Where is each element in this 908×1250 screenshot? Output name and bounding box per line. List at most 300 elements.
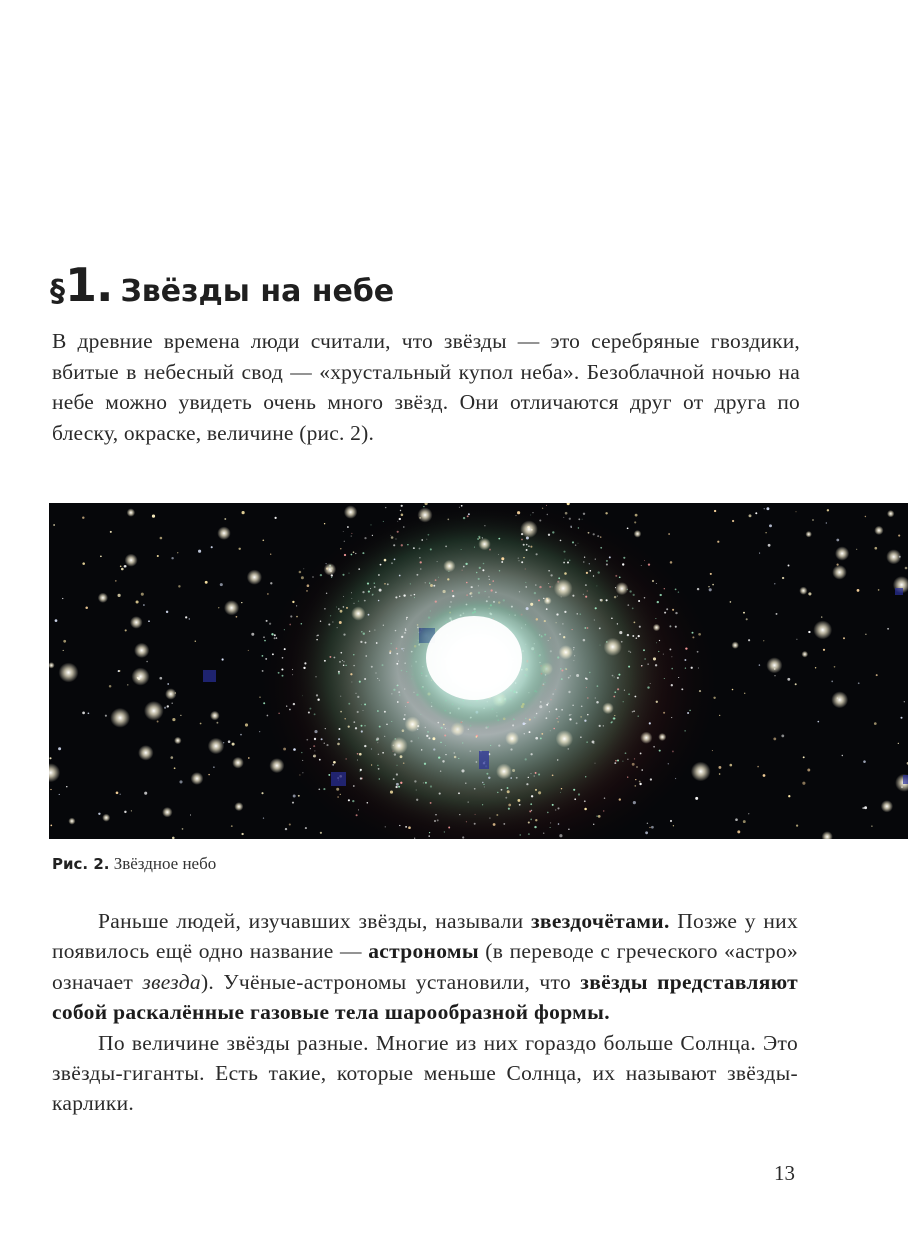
dust-star: [490, 745, 491, 746]
dust-star: [377, 678, 378, 679]
dust-star: [499, 570, 500, 571]
dust-star: [426, 539, 427, 540]
dust-star: [685, 667, 686, 668]
field-star: [402, 729, 405, 732]
dust-star: [531, 810, 532, 811]
dust-star: [314, 713, 316, 715]
dust-star: [374, 630, 375, 631]
dust-star: [342, 574, 344, 576]
dust-star: [619, 576, 621, 578]
dust-star: [361, 704, 362, 705]
dust-star: [471, 586, 473, 588]
field-star: [815, 667, 816, 668]
dust-star: [444, 734, 446, 736]
dust-star: [382, 664, 384, 666]
field-star: [454, 756, 457, 759]
dust-star: [659, 750, 661, 752]
field-star: [636, 766, 637, 767]
field-star: [757, 766, 759, 768]
dust-star: [452, 590, 454, 592]
dust-star: [378, 574, 380, 576]
star-sky-figure: [49, 503, 908, 839]
dust-star: [395, 596, 397, 598]
dust-star: [595, 607, 597, 609]
dust-star: [586, 687, 587, 688]
dust-star: [466, 582, 468, 584]
dust-star: [290, 615, 292, 617]
paragraph-star-sizes: По величине звёзды разные. Многие из них гораздо больше Солнца. Это звёзды-гиганты. Есть такие, которые меньше Солнца, их называют звёзды-карлики.: [52, 1030, 798, 1116]
dust-star: [418, 738, 419, 739]
dust-star: [324, 660, 326, 662]
dust-star: [614, 691, 616, 693]
blue-speck: [203, 670, 216, 682]
field-star: [802, 782, 805, 785]
field-star: [428, 737, 430, 739]
field-star: [118, 594, 121, 597]
dust-star: [379, 778, 380, 779]
dust-star: [416, 799, 418, 801]
dust-star: [342, 660, 343, 661]
dust-star: [525, 723, 526, 724]
field-star: [766, 507, 769, 510]
dust-star: [430, 548, 432, 550]
dust-star: [575, 544, 576, 545]
field-star: [125, 629, 127, 631]
field-star: [530, 546, 532, 548]
dust-star: [320, 621, 321, 622]
dust-star: [560, 792, 561, 793]
field-star: [236, 616, 238, 618]
field-star: [292, 601, 294, 603]
field-star: [764, 508, 765, 509]
field-star: [876, 674, 878, 676]
dust-star: [531, 773, 532, 774]
dust-star: [490, 589, 492, 591]
field-star: [535, 737, 538, 740]
dust-star: [606, 563, 608, 565]
dust-star: [678, 591, 679, 592]
dust-star: [345, 665, 346, 666]
field-star: [391, 536, 394, 539]
dust-star: [429, 582, 430, 583]
field-star: [136, 600, 139, 603]
bright-star: [351, 606, 365, 620]
dust-star: [463, 566, 465, 568]
star-cluster-image: [49, 503, 908, 839]
dust-star: [435, 814, 436, 815]
dust-star: [684, 730, 685, 731]
dust-star: [292, 674, 293, 675]
field-star: [709, 588, 712, 591]
dust-star: [572, 541, 574, 543]
bright-star: [766, 657, 782, 673]
dust-star: [585, 596, 587, 598]
dust-star: [632, 711, 634, 713]
dust-star: [292, 669, 293, 670]
dust-star: [438, 577, 439, 578]
field-star: [222, 658, 224, 660]
dust-star: [648, 664, 649, 665]
dust-star: [520, 834, 521, 835]
dust-star: [627, 776, 628, 777]
dust-star: [340, 652, 342, 654]
field-star: [735, 818, 738, 821]
dust-star: [489, 579, 490, 580]
dust-star: [328, 623, 330, 625]
section-title: Звёзды на небе: [120, 274, 395, 309]
dust-star: [655, 618, 656, 619]
dust-star: [405, 826, 407, 828]
field-star: [353, 785, 355, 787]
field-star: [157, 721, 159, 723]
dust-star: [349, 573, 350, 574]
dust-star: [289, 624, 291, 626]
field-star: [120, 794, 121, 795]
field-star: [759, 553, 760, 554]
bright-star: [210, 711, 220, 721]
dust-star: [396, 648, 398, 650]
field-star: [510, 777, 512, 779]
dust-star: [516, 515, 517, 516]
field-star: [823, 649, 825, 651]
dust-star: [632, 608, 634, 610]
dust-star: [362, 552, 364, 554]
dust-star: [507, 787, 509, 789]
dust-star: [698, 667, 699, 668]
field-star: [182, 828, 184, 830]
dust-star: [360, 641, 362, 643]
dust-star: [562, 623, 563, 624]
dust-star: [458, 792, 460, 794]
field-star: [293, 795, 296, 798]
field-star: [338, 738, 340, 740]
field-star: [699, 690, 701, 692]
field-star: [558, 823, 560, 825]
dust-star: [421, 749, 422, 750]
field-star: [238, 548, 240, 550]
dust-star: [627, 604, 629, 606]
bright-star: [138, 745, 153, 760]
dust-star: [583, 561, 584, 562]
dust-star: [581, 705, 583, 707]
field-star: [289, 823, 291, 825]
dust-star: [549, 711, 550, 712]
field-star: [871, 825, 873, 827]
field-star: [53, 524, 55, 526]
dust-star: [351, 554, 353, 556]
field-star: [675, 778, 676, 779]
dust-star: [574, 655, 575, 656]
field-star: [430, 584, 433, 587]
field-star: [821, 616, 822, 617]
dust-star: [529, 731, 531, 733]
bright-star: [390, 737, 407, 754]
field-star: [803, 756, 805, 758]
dust-star: [394, 753, 396, 755]
dust-star: [639, 626, 641, 628]
dust-star: [363, 710, 364, 711]
dust-star: [314, 750, 315, 751]
dust-star: [519, 591, 520, 592]
dust-star: [396, 773, 398, 775]
field-star: [251, 633, 254, 636]
dust-star: [656, 642, 657, 643]
field-star: [743, 612, 745, 614]
dust-star: [331, 577, 332, 578]
dust-star: [343, 606, 345, 608]
dust-star: [401, 544, 403, 546]
dust-star: [600, 547, 602, 549]
dust-star: [428, 534, 430, 536]
bright-star: [324, 563, 336, 575]
dust-star: [498, 554, 499, 555]
field-star: [376, 737, 379, 740]
bright-star: [232, 757, 244, 769]
field-star: [172, 718, 175, 721]
dust-star: [639, 783, 641, 785]
dust-star: [398, 691, 400, 693]
dust-star: [633, 710, 634, 711]
dust-star: [344, 554, 346, 556]
dust-star: [408, 702, 410, 704]
dust-star: [478, 578, 480, 580]
dust-star: [385, 826, 386, 827]
dust-star: [404, 714, 405, 715]
dust-star: [351, 592, 352, 593]
dust-star: [632, 635, 634, 637]
field-star: [547, 703, 548, 704]
field-star: [858, 682, 860, 684]
field-star: [673, 825, 674, 826]
field-star: [353, 551, 355, 553]
field-star: [865, 516, 866, 517]
figure-caption: [52, 854, 216, 874]
field-star: [262, 539, 264, 541]
field-star: [552, 774, 554, 776]
field-star: [633, 621, 635, 623]
field-star: [732, 689, 734, 691]
field-star: [324, 523, 325, 524]
dust-star: [561, 678, 563, 680]
field-star: [717, 541, 719, 543]
field-star: [874, 722, 877, 725]
dust-star: [444, 831, 445, 832]
dust-star: [569, 714, 571, 716]
field-star: [476, 736, 478, 738]
field-star: [389, 650, 391, 652]
dust-star: [370, 588, 371, 589]
dust-star: [594, 619, 595, 620]
field-star: [842, 755, 843, 756]
dust-star: [353, 721, 355, 723]
field-star: [339, 621, 342, 624]
dust-star: [540, 737, 542, 739]
field-star: [131, 810, 132, 811]
dust-star: [357, 696, 359, 698]
field-star: [59, 794, 60, 795]
dust-star: [393, 544, 395, 546]
dust-star: [492, 580, 493, 581]
field-star: [336, 788, 339, 791]
field-star: [609, 556, 611, 558]
bright-star: [418, 508, 433, 523]
dust-star: [534, 717, 535, 718]
bright-star: [831, 691, 848, 708]
dust-star: [263, 702, 265, 704]
field-star: [351, 536, 352, 537]
dust-star: [383, 521, 384, 522]
dust-star: [445, 754, 446, 755]
field-star: [887, 628, 889, 630]
dust-star: [482, 569, 484, 571]
field-star: [285, 828, 287, 830]
dust-star: [379, 680, 380, 681]
dust-star: [435, 579, 437, 581]
dust-star: [534, 826, 536, 828]
field-star: [305, 827, 307, 829]
field-star: [248, 650, 249, 651]
field-star: [732, 520, 734, 522]
dust-star: [488, 576, 489, 577]
field-star: [216, 722, 218, 724]
dust-star: [338, 672, 340, 674]
dust-star: [462, 570, 463, 571]
dust-star: [617, 759, 619, 761]
dust-star: [531, 795, 533, 797]
dust-star: [364, 745, 366, 747]
dust-star: [534, 775, 535, 776]
dust-star: [339, 728, 341, 730]
dust-star: [448, 827, 450, 829]
dust-star: [367, 583, 369, 585]
field-star: [695, 797, 698, 800]
field-star: [179, 780, 182, 783]
dust-star: [641, 666, 642, 667]
dust-star: [633, 594, 635, 596]
field-star: [708, 586, 709, 587]
field-star: [528, 821, 530, 823]
bright-star: [799, 587, 807, 595]
dust-star: [328, 774, 330, 776]
field-star: [171, 703, 172, 704]
dust-star: [337, 627, 338, 628]
field-star: [171, 557, 173, 559]
dust-star: [361, 725, 363, 727]
field-star: [763, 774, 766, 777]
field-star: [293, 748, 296, 751]
dust-star: [399, 694, 400, 695]
dust-star: [320, 574, 322, 576]
dust-star: [338, 608, 339, 609]
dust-star: [266, 620, 268, 622]
field-star: [834, 666, 836, 668]
dust-star: [530, 803, 532, 805]
bright-star: [165, 688, 176, 699]
field-star: [493, 823, 496, 826]
field-star: [768, 544, 771, 547]
field-star: [296, 616, 298, 618]
dust-star: [374, 586, 376, 588]
dust-star: [344, 541, 345, 542]
dust-star: [430, 802, 432, 804]
dust-star: [548, 534, 550, 536]
field-star: [781, 734, 784, 737]
dust-star: [372, 535, 373, 536]
field-star: [301, 576, 304, 579]
field-star: [659, 640, 660, 641]
field-star: [261, 792, 263, 794]
dust-star: [425, 582, 426, 583]
dust-star: [606, 599, 608, 601]
dust-star: [587, 591, 588, 592]
dust-star: [521, 539, 523, 541]
dust-star: [406, 617, 408, 619]
field-star: [656, 701, 658, 703]
field-star: [224, 518, 226, 520]
dust-star: [508, 808, 510, 810]
field-star: [765, 532, 766, 533]
dust-star: [689, 710, 691, 712]
intro-text: В древние времена люди считали, что звёзды — это серебряные гвоздики, вбитые в небесный свод — «хрустальный купол неба». Безоблачной ночью на небе можно увидеть очень много звёзд. Они отличаются друг от друга по блеску, окраске, величине (рис. 2).: [52, 329, 800, 445]
dust-star: [528, 777, 529, 778]
dust-star: [528, 545, 530, 547]
dust-star: [650, 683, 651, 684]
bright-star: [144, 701, 164, 721]
dust-star: [407, 544, 408, 545]
dust-star: [437, 561, 438, 562]
field-star: [586, 572, 588, 574]
field-star: [649, 722, 651, 724]
dust-star: [567, 561, 569, 563]
dust-star: [697, 651, 699, 653]
field-star: [220, 583, 223, 586]
dust-star: [421, 539, 423, 541]
field-star: [692, 636, 694, 638]
dust-star: [582, 519, 583, 520]
dust-star: [638, 716, 639, 717]
dust-star: [568, 677, 570, 679]
dust-star: [530, 753, 532, 755]
main-text: [52, 906, 798, 1119]
field-star: [561, 788, 562, 789]
field-star: [782, 577, 784, 579]
bright-star: [247, 570, 262, 585]
dust-star: [424, 763, 426, 765]
field-star: [124, 811, 126, 813]
bright-star: [191, 772, 204, 785]
dust-star: [271, 633, 273, 635]
field-star: [299, 774, 300, 775]
field-star: [795, 683, 797, 685]
bright-star: [554, 579, 573, 598]
dust-star: [358, 568, 360, 570]
dust-star: [483, 784, 484, 785]
dust-star: [681, 688, 683, 690]
dust-star: [414, 838, 415, 839]
field-star: [317, 698, 319, 700]
dust-star: [410, 740, 412, 742]
field-star: [496, 814, 498, 816]
dust-star: [553, 728, 555, 730]
dust-star: [580, 737, 581, 738]
dust-star: [310, 748, 311, 749]
bright-star: [125, 554, 138, 567]
dust-star: [358, 809, 359, 810]
dust-star: [634, 696, 636, 698]
dust-star: [596, 815, 598, 817]
field-star: [121, 568, 124, 571]
bright-star: [886, 549, 901, 564]
